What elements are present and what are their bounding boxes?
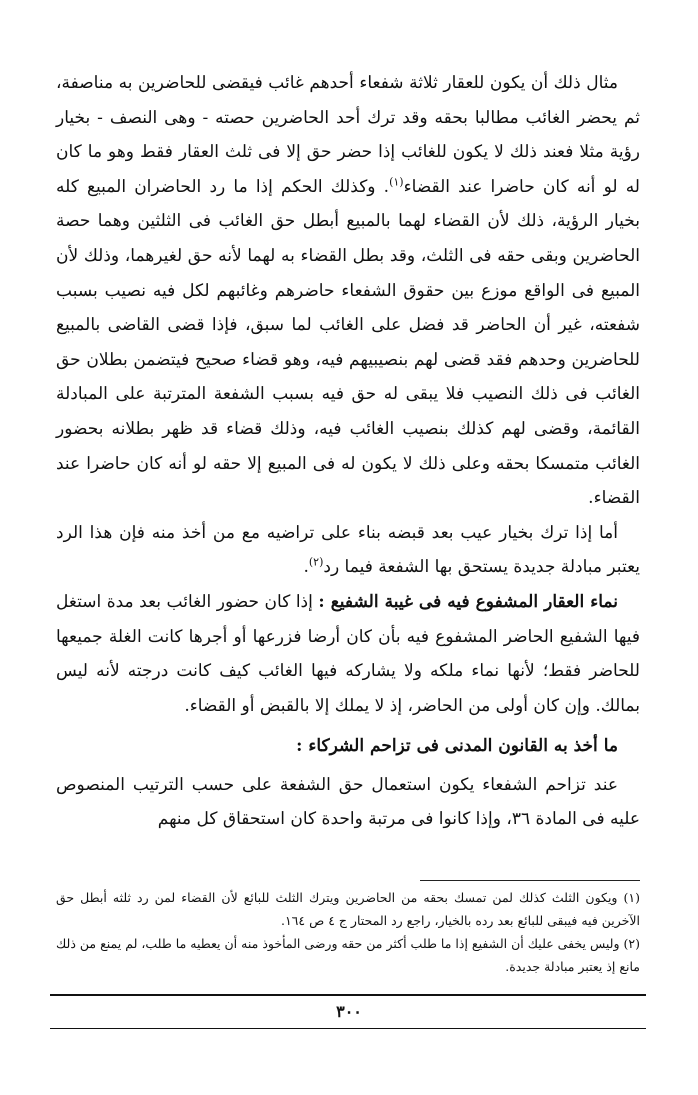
paragraph-competition: عند تزاحم الشفعاء يكون استعمال حق الشفعة على حسب الترتيب المنصوص عليه فى المادة ٣٦، وإذا كانوا فى مرتبة واحدة كان استحقاق كل منهم: [56, 774, 640, 830]
paragraph-example-continuation: . وكذلك الحكم إذا ما رد الحاضران المبيع كله بخيار الرؤية، ذلك لأن القضاء لهما بالمبيع أبطل حق الغائب فى الثلثين وهما حصة الحاضرين وبقى حقه فى الثلث، وقد بطل القضاء به لهما لأنه حق لغيرهما، وذلك لأن المبيع فى الواقع موزع بين حقوق الشفعاء حاضرهم وغائبهم لكل فيه نصيب بسبب شفعته، غير أن الحاضر قد فضل على الغائب لما سبق، فإذا قضى القاضى بالمبيع للحاضرين وحدهم فقد قضى لهم بنصيبيهم فيه، وهو قضاء صحيح فيتضمن بطلان حق الغائب فى ذلك النصيب فلا يبقى له حق فيه بسبب الشفعة المترتبة على المبادلة القائمة، وقضى لهم كذلك بنصيب الغائب فيه، وذلك قضاء قد ظهر بطلانه بحضور الغائب متمسكا بحقه وعلى ذلك لا يكون له فى المبيع إلا حقه لو أنه كان حاضرا عند القضاء.: [56, 176, 640, 509]
footnote-ref-2: (٢): [308, 555, 324, 569]
paragraph-defect-option-end: .: [303, 557, 309, 578]
footnote-2: (٢) وليس يخفى عليك أن الشفيع إذا ما طلب أكثر من حقه ورضى المأخوذ منه أن يعطيه ما طلب، لم يمنع من ذلك مانع إذ يعتبر مبادلة جديدة.: [56, 936, 640, 974]
paragraph-defect-option: [56, 516, 640, 585]
section-heading-civil-law: ما أخذ به القانون المدنى فى تزاحم الشركاء :: [296, 736, 618, 757]
footnote-1: (١) ويكون الثلث كذلك لمن تمسك بحقه من الحاضرين ويترك الثلث للبائع لأن القضاء لمن رد ثلثه أبطل حق الآخرين فيه فيبقى للبائع بعد رده بالخيار، راجع رد المحتار ج ٤ ص ١٦٤.: [56, 890, 640, 928]
footnote-ref-1: (١): [389, 175, 404, 189]
footnote-divider: [420, 880, 640, 881]
main-text: [56, 66, 640, 837]
page-number: ٣٠٠: [336, 1002, 362, 1021]
bottom-rule-thick: [50, 994, 646, 996]
paragraph-property-growth-text: إذا كان حضور الغائب بعد مدة استغل فيها الشفيع الحاضر المشفوع فيه بأن كان أرضا فزرعها أو أجرها كانت الغلة جميعها للحاضر فقط؛ لأنها نماء ملكه ولا يشاركه فيها الغائب كيف كانت درجته لأنه ليس بمالك. وإن كان أولى من الحاضر، إذ لا يملك إلا بالقبض أو القضاء.: [56, 591, 640, 716]
paragraph-example: [56, 66, 640, 516]
paragraph-property-growth: [56, 585, 640, 723]
bottom-rule-thin: [50, 1028, 646, 1029]
footnotes: [56, 886, 640, 978]
paragraph-example-text: مثال ذلك أن يكون للعقار ثلاثة شفعاء أحدهم غائب فيقضى للحاضرين به مناصفة، ثم يحضر الغائب مطالبا بحقه وقد ترك أحد الحاضرين حصته - وهى النصف - بخيار رؤية مثلا فعند ذلك لا يكون للغائب إذا حضر حق إلا فى ثلث العقار فقط وهو ما كان له لو أنه كان حاضرا عند القضاء: [56, 73, 640, 197]
inline-heading-property-growth: نماء العقار المشفوع فيه فى غيبة الشفيع :: [318, 591, 618, 612]
paragraph-defect-option-text: أما إذا ترك بخيار عيب بعد قبضه بناء على تراضيه مع من أخذ منه فإن هذا الرد يعتبر مبادلة جديدة يستحق بها الشفعة فيما رد: [56, 522, 640, 578]
